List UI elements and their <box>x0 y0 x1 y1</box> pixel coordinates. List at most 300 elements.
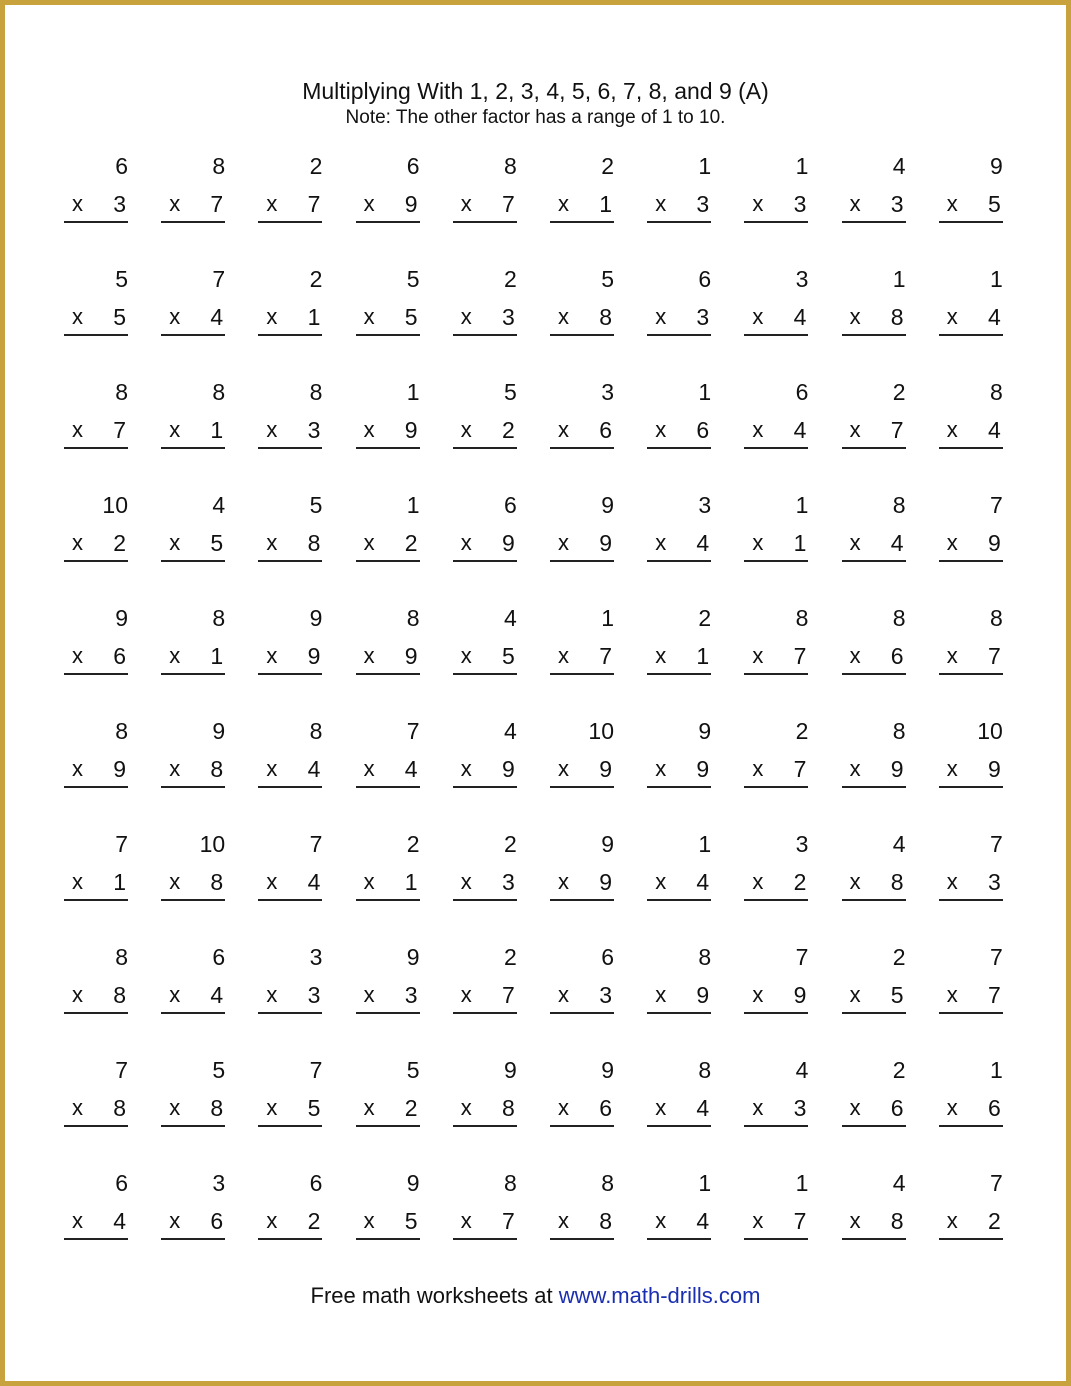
answer-line <box>161 1125 225 1127</box>
operator-line <box>647 1207 711 1235</box>
operator-line <box>64 529 128 557</box>
problem-9-3 <box>258 1057 322 1137</box>
top-factor: 4 <box>504 605 517 631</box>
answer-line <box>550 560 614 562</box>
operator-line <box>258 755 322 783</box>
operator-line <box>453 755 517 783</box>
top-factor: 8 <box>990 605 1003 631</box>
times-sign: x <box>946 869 958 894</box>
problem-5-4 <box>356 605 420 685</box>
times-sign: x <box>460 530 472 555</box>
answer-line <box>161 221 225 223</box>
times-sign: x <box>169 643 181 668</box>
answer-line <box>64 1125 128 1127</box>
top-factor: 8 <box>406 605 420 631</box>
problem-6-4 <box>356 718 420 798</box>
operator-line <box>64 1094 128 1122</box>
answer-line <box>356 1012 420 1014</box>
answer-line <box>939 221 1003 223</box>
answer-line <box>453 1125 517 1127</box>
answer-line <box>744 1012 808 1014</box>
answer-line <box>550 786 614 788</box>
answer-line <box>939 1238 1003 1240</box>
operator-line <box>161 642 225 670</box>
bottom-factor: 7 <box>890 417 904 443</box>
answer-line <box>161 560 225 562</box>
times-sign: x <box>460 191 472 216</box>
bottom-factor: 8 <box>210 1095 224 1121</box>
problem-8-10 <box>939 944 1003 1024</box>
times-sign: x <box>849 756 861 781</box>
times-sign: x <box>558 643 569 668</box>
operator-line <box>647 981 711 1009</box>
top-factor: 2 <box>504 944 517 970</box>
operator-line <box>744 303 808 331</box>
bottom-factor: 8 <box>113 1095 126 1121</box>
answer-line <box>744 560 808 562</box>
problem-2-6 <box>550 266 614 346</box>
operator-line <box>258 190 322 218</box>
times-sign: x <box>946 756 958 781</box>
top-factor: 9 <box>406 1170 420 1196</box>
bottom-factor: 3 <box>793 191 807 217</box>
operator-line <box>258 303 322 331</box>
bottom-factor: 8 <box>890 304 904 330</box>
answer-line <box>842 334 906 336</box>
bottom-factor: 1 <box>210 643 224 669</box>
answer-line <box>744 1238 808 1240</box>
problem-10-10 <box>939 1170 1003 1250</box>
answer-line <box>258 1012 322 1014</box>
bottom-factor: 2 <box>113 530 126 556</box>
top-factor: 10 <box>102 492 128 518</box>
times-sign: x <box>266 756 278 781</box>
operator-line <box>356 1207 420 1235</box>
problem-4-4 <box>356 492 420 572</box>
problem-8-3 <box>258 944 322 1024</box>
bottom-factor: 9 <box>696 982 710 1008</box>
times-sign: x <box>849 191 861 216</box>
bottom-factor: 2 <box>793 869 807 895</box>
problem-9-4 <box>356 1057 420 1137</box>
bottom-factor: 7 <box>793 643 807 669</box>
answer-line <box>842 1238 906 1240</box>
bottom-factor: 4 <box>696 1208 710 1234</box>
operator-line <box>453 529 517 557</box>
problem-10-5 <box>453 1170 517 1250</box>
top-factor: 6 <box>212 944 226 970</box>
bottom-factor: 2 <box>404 530 418 556</box>
top-factor: 6 <box>795 379 809 405</box>
times-sign: x <box>460 417 472 442</box>
answer-line <box>647 1125 711 1127</box>
times-sign: x <box>849 304 861 329</box>
answer-line <box>647 334 711 336</box>
answer-line <box>842 673 906 675</box>
top-factor: 7 <box>990 492 1003 518</box>
times-sign: x <box>266 191 278 216</box>
times-sign: x <box>266 1208 278 1233</box>
problem-9-7 <box>647 1057 711 1137</box>
answer-line <box>744 899 808 901</box>
times-sign: x <box>655 982 667 1007</box>
top-factor: 9 <box>504 1057 517 1083</box>
top-factor: 5 <box>504 379 517 405</box>
bottom-factor: 8 <box>890 1208 904 1234</box>
operator-line <box>453 642 517 670</box>
bottom-factor: 9 <box>696 756 710 782</box>
top-factor: 10 <box>977 718 1003 744</box>
footer-link[interactable]: www.math-drills.com <box>558 1283 761 1308</box>
problem-1-6 <box>550 153 614 233</box>
answer-line <box>939 560 1003 562</box>
problem-3-9 <box>842 379 906 459</box>
bottom-factor: 3 <box>502 304 515 330</box>
top-factor: 8 <box>212 605 226 631</box>
top-factor: 8 <box>892 605 906 631</box>
bottom-factor: 9 <box>988 530 1001 556</box>
top-factor: 1 <box>795 153 809 179</box>
times-sign: x <box>460 1208 472 1233</box>
operator-line <box>161 755 225 783</box>
bottom-factor: 7 <box>113 417 126 443</box>
bottom-factor: 1 <box>210 417 224 443</box>
top-factor: 8 <box>504 153 517 179</box>
operator-line <box>842 1207 906 1235</box>
operator-line <box>939 416 1003 444</box>
operator-line <box>161 1207 225 1235</box>
bottom-factor: 4 <box>988 304 1001 330</box>
problem-6-7 <box>647 718 711 798</box>
top-factor: 3 <box>795 266 809 292</box>
answer-line <box>550 447 614 449</box>
operator-line <box>744 529 808 557</box>
answer-line <box>258 560 322 562</box>
times-sign: x <box>72 530 83 555</box>
operator-line <box>258 642 322 670</box>
top-factor: 6 <box>406 153 420 179</box>
operator-line <box>647 303 711 331</box>
top-factor: 7 <box>212 266 226 292</box>
problem-5-5 <box>453 605 517 685</box>
answer-line <box>258 899 322 901</box>
problem-3-1 <box>64 379 128 459</box>
times-sign: x <box>752 530 764 555</box>
bottom-factor: 4 <box>696 1095 710 1121</box>
top-factor: 1 <box>406 379 420 405</box>
top-factor: 8 <box>309 718 323 744</box>
problem-7-5 <box>453 831 517 911</box>
top-factor: 2 <box>795 718 809 744</box>
operator-line <box>161 303 225 331</box>
answer-line <box>647 1238 711 1240</box>
problem-6-3 <box>258 718 322 798</box>
problem-5-9 <box>842 605 906 685</box>
answer-line <box>939 1125 1003 1127</box>
top-factor: 5 <box>212 1057 226 1083</box>
operator-line <box>647 755 711 783</box>
problem-4-6 <box>550 492 614 572</box>
answer-line <box>939 899 1003 901</box>
times-sign: x <box>849 1208 861 1233</box>
operator-line <box>939 981 1003 1009</box>
top-factor: 4 <box>795 1057 809 1083</box>
answer-line <box>64 786 128 788</box>
times-sign: x <box>946 417 958 442</box>
problem-2-3 <box>258 266 322 346</box>
top-factor: 3 <box>795 831 809 857</box>
top-factor: 3 <box>601 379 614 405</box>
top-factor: 2 <box>309 153 323 179</box>
answer-line <box>842 447 906 449</box>
operator-line <box>258 981 322 1009</box>
bottom-factor: 5 <box>404 1208 418 1234</box>
bottom-factor: 4 <box>307 869 321 895</box>
problem-3-2 <box>161 379 225 459</box>
top-factor: 9 <box>990 153 1003 179</box>
answer-line <box>258 786 322 788</box>
operator-line <box>939 190 1003 218</box>
top-factor: 1 <box>698 831 712 857</box>
problem-3-8 <box>744 379 808 459</box>
operator-line <box>550 642 614 670</box>
operator-line <box>842 1094 906 1122</box>
problem-8-6 <box>550 944 614 1024</box>
times-sign: x <box>460 304 472 329</box>
times-sign: x <box>655 530 667 555</box>
operator-line <box>647 868 711 896</box>
times-sign: x <box>752 756 764 781</box>
answer-line <box>647 221 711 223</box>
bottom-factor: 4 <box>696 530 710 556</box>
times-sign: x <box>363 1095 375 1120</box>
times-sign: x <box>460 982 472 1007</box>
top-factor: 8 <box>698 1057 712 1083</box>
answer-line <box>647 447 711 449</box>
problem-8-8 <box>744 944 808 1024</box>
times-sign: x <box>752 643 764 668</box>
answer-line <box>647 673 711 675</box>
answer-line <box>744 221 808 223</box>
problem-1-3 <box>258 153 322 233</box>
times-sign: x <box>655 417 667 442</box>
worksheet-note: Note: The other factor has a range of 1 to 10. <box>345 107 726 128</box>
times-sign: x <box>266 643 278 668</box>
times-sign: x <box>460 643 472 668</box>
operator-line <box>744 868 808 896</box>
times-sign: x <box>752 1208 764 1233</box>
bottom-factor: 7 <box>502 1208 515 1234</box>
times-sign: x <box>946 304 958 329</box>
answer-line <box>744 447 808 449</box>
times-sign: x <box>363 417 375 442</box>
times-sign: x <box>558 530 569 555</box>
bottom-factor: 7 <box>988 982 1001 1008</box>
operator-line <box>453 868 517 896</box>
bottom-factor: 4 <box>307 756 321 782</box>
problem-3-3 <box>258 379 322 459</box>
problem-5-3 <box>258 605 322 685</box>
operator-line <box>161 529 225 557</box>
top-factor: 9 <box>115 605 128 631</box>
problem-9-6 <box>550 1057 614 1137</box>
bottom-factor: 2 <box>988 1208 1001 1234</box>
operator-line <box>356 416 420 444</box>
problem-6-8 <box>744 718 808 798</box>
problem-10-7 <box>647 1170 711 1250</box>
problem-7-9 <box>842 831 906 911</box>
times-sign: x <box>849 643 861 668</box>
answer-line <box>647 1012 711 1014</box>
bottom-factor: 5 <box>404 304 418 330</box>
bottom-factor: 5 <box>113 304 126 330</box>
answer-line <box>356 560 420 562</box>
problem-5-2 <box>161 605 225 685</box>
operator-line <box>258 416 322 444</box>
top-factor: 6 <box>601 944 614 970</box>
problem-5-6 <box>550 605 614 685</box>
answer-line <box>356 1238 420 1240</box>
answer-line <box>356 899 420 901</box>
times-sign: x <box>266 869 278 894</box>
operator-line <box>842 529 906 557</box>
answer-line <box>161 1238 225 1240</box>
top-factor: 7 <box>115 1057 128 1083</box>
problem-7-8 <box>744 831 808 911</box>
answer-line <box>939 1012 1003 1014</box>
top-factor: 2 <box>504 266 517 292</box>
top-factor: 2 <box>892 1057 906 1083</box>
bottom-factor: 8 <box>307 530 321 556</box>
top-factor: 4 <box>892 153 906 179</box>
bottom-factor: 4 <box>793 304 807 330</box>
times-sign: x <box>169 1095 181 1120</box>
times-sign: x <box>655 869 667 894</box>
bottom-factor: 5 <box>988 191 1001 217</box>
operator-line <box>744 190 808 218</box>
top-factor: 1 <box>406 492 420 518</box>
times-sign: x <box>72 417 83 442</box>
bottom-factor: 4 <box>890 530 904 556</box>
operator-line <box>744 981 808 1009</box>
top-factor: 2 <box>406 831 420 857</box>
top-factor: 4 <box>892 1170 906 1196</box>
bottom-factor: 4 <box>113 1208 126 1234</box>
footer-text: Free math worksheets at <box>310 1283 559 1308</box>
top-factor: 5 <box>406 266 420 292</box>
operator-line <box>258 868 322 896</box>
times-sign: x <box>849 530 861 555</box>
times-sign: x <box>655 1208 667 1233</box>
times-sign: x <box>655 756 667 781</box>
operator-line <box>647 416 711 444</box>
problem-3-5 <box>453 379 517 459</box>
problem-2-5 <box>453 266 517 346</box>
answer-line <box>64 334 128 336</box>
times-sign: x <box>655 643 667 668</box>
operator-line <box>647 1094 711 1122</box>
operator-line <box>453 1207 517 1235</box>
operator-line <box>550 529 614 557</box>
operator-line <box>356 303 420 331</box>
operator-line <box>356 190 420 218</box>
problem-1-4 <box>356 153 420 233</box>
top-factor: 7 <box>309 831 323 857</box>
top-factor: 1 <box>795 1170 809 1196</box>
operator-line <box>356 755 420 783</box>
answer-line <box>258 447 322 449</box>
bottom-factor: 3 <box>502 869 515 895</box>
answer-line <box>550 221 614 223</box>
bottom-factor: 5 <box>307 1095 321 1121</box>
problem-10-4 <box>356 1170 420 1250</box>
top-factor: 1 <box>601 605 614 631</box>
answer-line <box>550 1125 614 1127</box>
bottom-factor: 9 <box>113 756 126 782</box>
operator-line <box>64 642 128 670</box>
bottom-factor: 9 <box>890 756 904 782</box>
answer-line <box>550 1238 614 1240</box>
answer-line <box>647 786 711 788</box>
operator-line <box>453 416 517 444</box>
answer-line <box>842 786 906 788</box>
problem-8-5 <box>453 944 517 1024</box>
answer-line <box>161 899 225 901</box>
top-factor: 9 <box>406 944 420 970</box>
answer-line <box>842 1012 906 1014</box>
top-factor: 4 <box>892 831 906 857</box>
times-sign: x <box>752 417 764 442</box>
bottom-factor: 3 <box>890 191 904 217</box>
times-sign: x <box>72 304 83 329</box>
bottom-factor: 3 <box>599 982 612 1008</box>
times-sign: x <box>266 417 278 442</box>
bottom-factor: 5 <box>210 530 224 556</box>
top-factor: 6 <box>115 153 128 179</box>
answer-line <box>258 673 322 675</box>
times-sign: x <box>266 1095 278 1120</box>
operator-line <box>356 981 420 1009</box>
answer-line <box>161 1012 225 1014</box>
bottom-factor: 7 <box>599 643 612 669</box>
problem-6-5 <box>453 718 517 798</box>
answer-line <box>258 1125 322 1127</box>
worksheet-title: Multiplying With 1, 2, 3, 4, 5, 6, 7, 8, and 9 (A) <box>302 78 769 104</box>
answer-line <box>842 1125 906 1127</box>
times-sign: x <box>169 869 181 894</box>
problem-7-3 <box>258 831 322 911</box>
top-factor: 5 <box>309 492 323 518</box>
bottom-factor: 7 <box>307 191 321 217</box>
operator-line <box>842 303 906 331</box>
times-sign: x <box>363 756 375 781</box>
times-sign: x <box>72 643 83 668</box>
top-factor: 6 <box>115 1170 128 1196</box>
top-factor: 8 <box>892 492 906 518</box>
operator-line <box>550 303 614 331</box>
answer-line <box>453 899 517 901</box>
times-sign: x <box>460 1095 472 1120</box>
bottom-factor: 6 <box>696 417 710 443</box>
problem-3-7 <box>647 379 711 459</box>
problem-6-10 <box>939 718 1003 798</box>
problem-8-2 <box>161 944 225 1024</box>
problem-1-2 <box>161 153 225 233</box>
bottom-factor: 9 <box>502 756 515 782</box>
times-sign: x <box>849 982 861 1007</box>
bottom-factor: 4 <box>988 417 1001 443</box>
problem-4-9 <box>842 492 906 572</box>
